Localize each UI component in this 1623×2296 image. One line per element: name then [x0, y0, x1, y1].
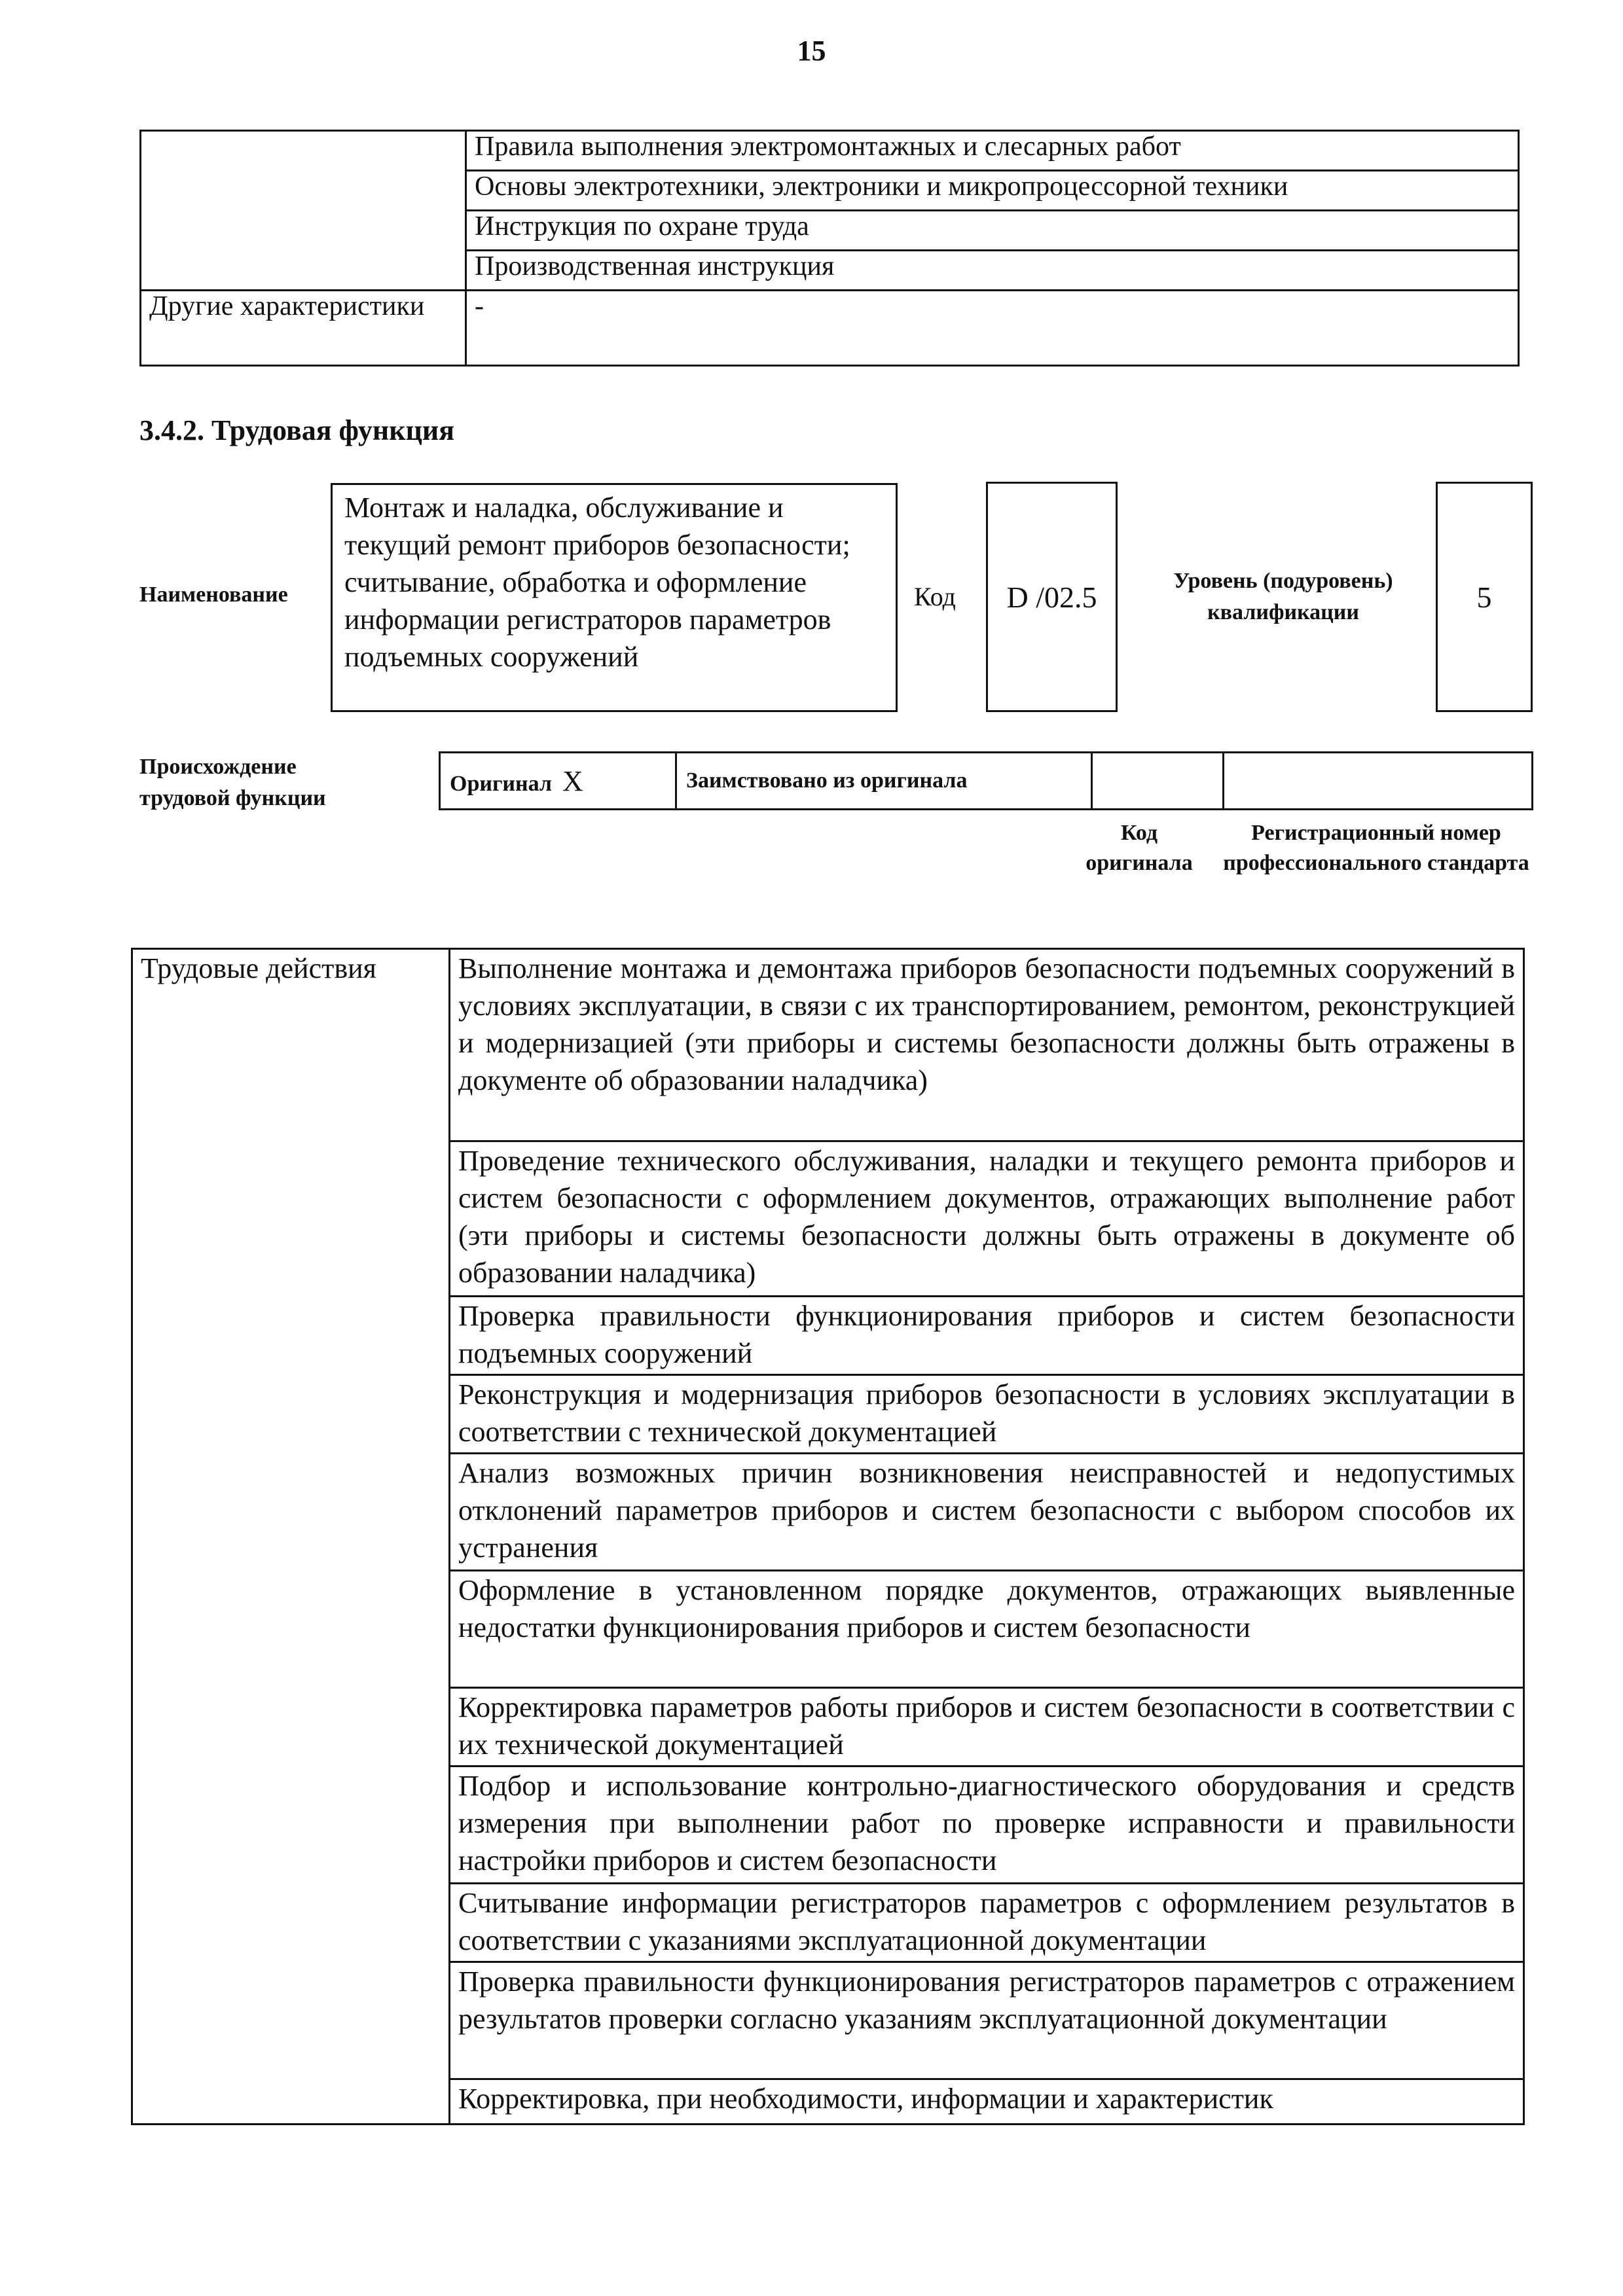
- knowledge-item: Правила выполнения электромонтажных и слесарных работ: [466, 131, 1519, 171]
- borrowed-label: Заимствовано из оригинала: [676, 753, 1092, 810]
- original-mark: X: [562, 764, 583, 797]
- original-cell: [440, 753, 676, 810]
- action-item: Корректировка, при необходимости, информации и характеристик: [450, 2079, 1524, 2125]
- actions-label: Трудовые действия: [132, 949, 450, 2125]
- action-item: Проверка правильности функционирования приборов и систем безопасности подъемных сооружений: [450, 1297, 1524, 1375]
- action-item: Подбор и использование контрольно-диагностического оборудования и средств измерения при выполнении работ по проверке исправности и правильности настройки приборов и систем безопасности: [450, 1767, 1524, 1884]
- knowledge-table: [139, 130, 1520, 367]
- knowledge-item: Основы электротехники, электроники и микропроцессорной техники: [466, 171, 1519, 211]
- original-label: Оригинал: [450, 771, 552, 796]
- knowledge-item: Инструкция по охране труда: [466, 211, 1519, 251]
- empty-label-cell: [141, 131, 466, 291]
- action-item: Проведение технического обслуживания, наладки и текущего ремонта приборов и систем безопасности с оформлением документов, отражающих выполнение работ (эти приборы и системы безопасности должны быть отражены в документе об образовании наладчика): [450, 1141, 1524, 1297]
- origin-label: Происхождение трудовой функции: [139, 755, 326, 810]
- action-item: Выполнение монтажа и демонтажа приборов безопасности подъемных сооружений в условиях эксплуатации, в связи с их транспортированием, ремонтом, реконструкцией и модернизацией (эти приборы и системы безопасности должны быть отражены в документе об образовании наладчика): [450, 949, 1524, 1141]
- other-characteristics-value: -: [466, 291, 1519, 366]
- labour-actions-table: [131, 948, 1525, 2125]
- code-caption: Код оригинала: [1085, 821, 1193, 875]
- level-box: [1436, 482, 1533, 712]
- function-code-box: [986, 482, 1118, 712]
- registration-number-cell: [1224, 753, 1533, 810]
- action-item: Считывание информации регистраторов параметров с оформлением результатов в соответствии с указаниями эксплуатационной документации: [450, 1884, 1524, 1962]
- knowledge-item: Производственная инструкция: [466, 251, 1519, 291]
- origin-table: [439, 751, 1533, 810]
- action-item: Проверка правильности функционирования регистраторов параметров с отражением результатов проверки согласно указаниям эксплуатационной документации: [450, 1962, 1524, 2079]
- registration-caption: Регистрационный номер профессионального стандарта: [1223, 821, 1529, 875]
- code-label: Код: [914, 582, 956, 611]
- function-code-value: D /02.5: [1006, 580, 1097, 614]
- original-code-cell: [1092, 753, 1224, 810]
- action-item: Реконструкция и модернизация приборов безопасности в условиях эксплуатации в соответствии с технической документацией: [450, 1375, 1524, 1454]
- section-title: 3.4.2. Трудовая функция: [139, 414, 455, 446]
- level-value: 5: [1476, 580, 1492, 614]
- other-characteristics-label: Другие характеристики: [141, 291, 466, 366]
- name-label: Наименование: [139, 583, 288, 607]
- level-label: Уровень (подуровень) квалификации: [1173, 569, 1393, 624]
- action-item: Оформление в установленном порядке документов, отражающих выявленные недостатки функционирования приборов и систем безопасности: [450, 1571, 1524, 1688]
- action-item: Корректировка параметров работы приборов и систем безопасности в соответствии с их технической документацией: [450, 1688, 1524, 1767]
- page-number: 15: [797, 35, 826, 67]
- action-item: Анализ возможных причин возникновения неисправностей и недопустимых отклонений параметров приборов и систем безопасности с выбором способов их устранения: [450, 1454, 1524, 1571]
- function-name-box: Монтаж и наладка, обслуживание и текущий ремонт приборов безопасности; считывание, обработка и оформление информации регистраторов параметров подъемных сооружений: [331, 483, 898, 712]
